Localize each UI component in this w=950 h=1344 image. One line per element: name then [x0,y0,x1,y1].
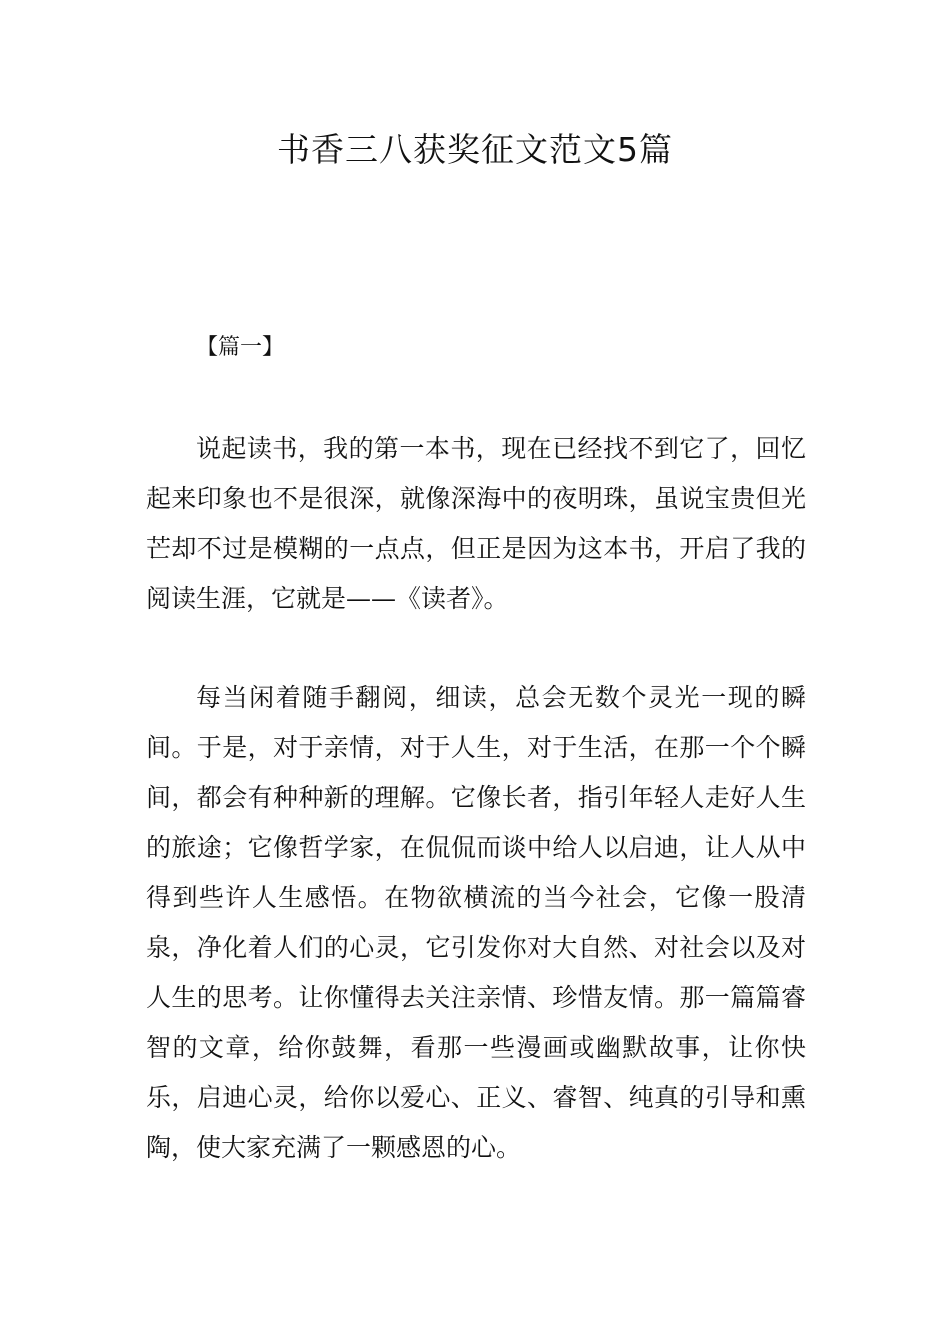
section-heading: 【篇一】 [196,335,285,360]
paragraph-2: 每当闲着随手翻阅，细读，总会无数个灵光一现的瞬间。于是，对于亲情，对于人生，对于生活，在那一个个瞬间，都会有种种新的理解。它像长者，指引年轻人走好人生的旅途；它像哲学家，在侃侃而谈中给人以启迪，让人从中得到些许人生感悟。在物欲横流的当今社会，它像一股清泉，净化着人们的心灵，它引发你对大自然、对社会以及对人生的思考。让你懂得去关注亲情、珍惜友情。那一篇篇睿智的文章，给你鼓舞，看那一些漫画或幽默故事，让你快乐，启迪心灵，给你以爱心、正义、睿智、纯真的引导和熏陶，使大家充满了一颗感恩的心。 [146,683,806,1162]
document-title: 书香三八获奖征文范文5篇 [277,130,673,169]
paragraph-1: 说起读书，我的第一本书，现在已经找不到它了，回忆起来印象也不是很深，就像深海中的夜明珠，虽说宝贵但光芒却不过是模糊的一点点，但正是因为这本书，开启了我的阅读生涯，它就是——《读者》。 [146,434,806,613]
